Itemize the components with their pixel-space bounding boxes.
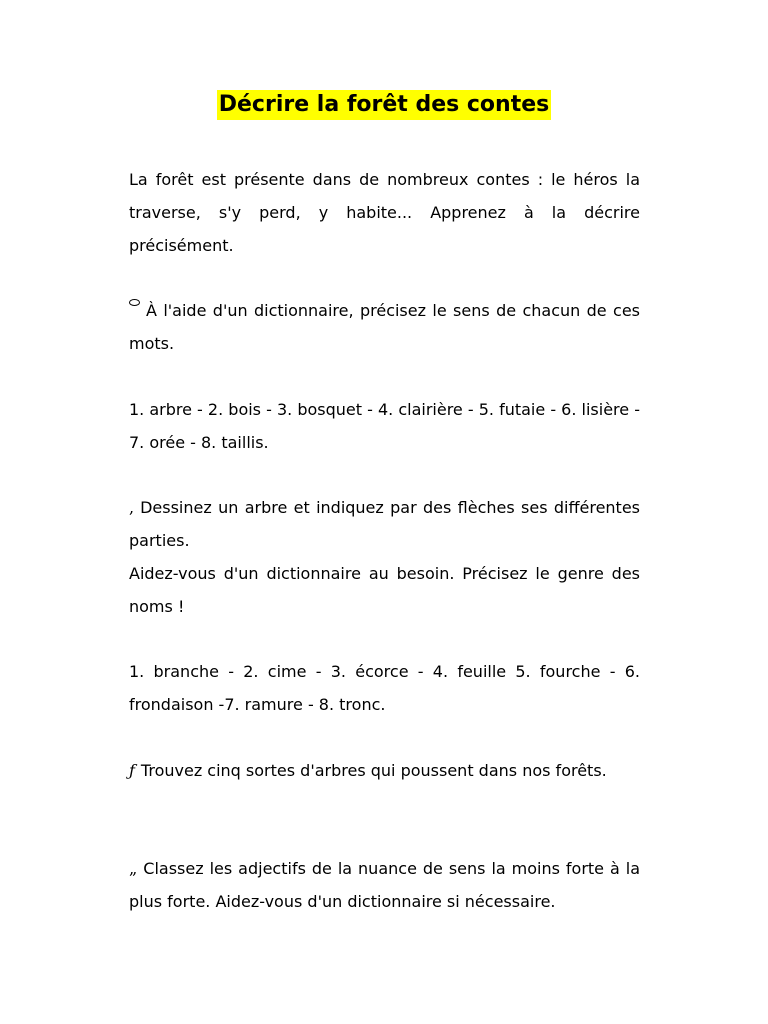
exercise-2-instruction-2: Aidez-vous d'un dictionnaire au besoin. Précisez le genre des noms !: [129, 564, 640, 616]
exercise-4-instruction: [129, 852, 640, 918]
exercise-3-instruction-text: Trouvez cinq sortes d'arbres qui poussent dans nos forêts.: [140, 761, 607, 780]
exercise-1-list: [129, 393, 640, 459]
ring-bullet-icon: [129, 299, 140, 306]
exercise-3-marker: ƒ: [129, 761, 135, 780]
exercise-1-word-list: 1. arbre - 2. bois - 3. bosquet - 4. clairière - 5. futaie - 6. lisière - 7. orée - 8. taillis.: [129, 400, 640, 452]
exercise-2-instruction-text: Dessinez un arbre et indiquez par des flèches ses différentes parties.: [129, 498, 640, 550]
exercise-1: [129, 294, 640, 360]
exercise-1-instruction: [129, 294, 640, 360]
exercise-4-instruction-text: Classez les adjectifs de la nuance de sens la moins forte à la plus forte. Aidez-vous d'un dictionnaire si nécessaire.: [129, 859, 640, 911]
exercise-3: [129, 754, 640, 787]
exercise-2-marker: ,: [129, 498, 135, 517]
intro-paragraph: [129, 163, 640, 262]
page-title: Décrire la forêt des contes: [217, 90, 552, 120]
exercise-4-marker: „: [129, 859, 138, 878]
exercise-4: [129, 852, 640, 918]
exercise-2-word-list: 1. branche - 2. cime - 3. écorce - 4. feuille 5. fourche - 6. frondaison -7. ramure - 8. tronc.: [129, 662, 640, 714]
exercise-3-instruction: [129, 754, 640, 787]
intro-text: La forêt est présente dans de nombreux contes : le héros la traverse, s'y perd, y habite... Apprenez à la décrire précisément.: [129, 170, 640, 255]
exercise-2-list: [129, 655, 640, 721]
exercise-1-instruction-text: À l'aide d'un dictionnaire, précisez le sens de chacun de ces mots.: [129, 301, 640, 353]
title-container: [0, 90, 768, 120]
exercise-2: [129, 491, 640, 623]
exercise-2-instruction: [129, 491, 640, 557]
